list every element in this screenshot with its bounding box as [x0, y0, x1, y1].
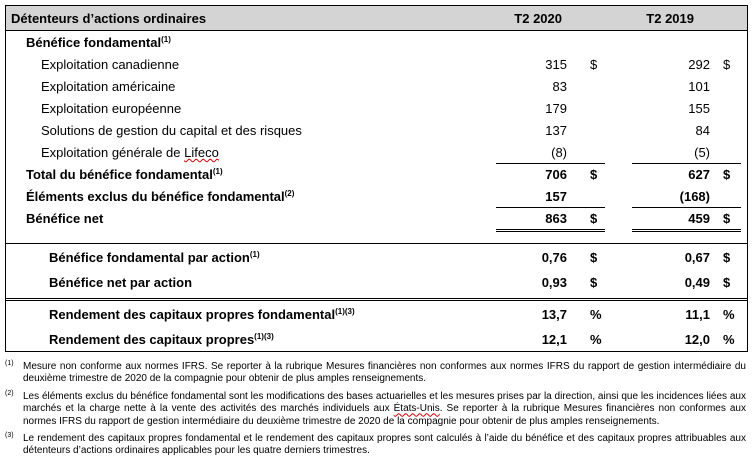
- unit-2020: $: [590, 275, 598, 290]
- footnote-text: Mesure non conforme aux normes IFRS. Se reporter à la rubrique Mesures financières non conformes aux normes IFRS du rapport de gestion intermédiaire du deuxième trimestre de 2020 de la compagnie pour obtenir de plus amples renseignements.: [23, 361, 746, 385]
- header-col-t2-2019: T2 2019: [646, 11, 694, 26]
- value-2020: 179: [545, 101, 567, 116]
- row-label: Bénéfice net: [26, 211, 104, 226]
- value-2019: 155: [688, 101, 710, 116]
- row-label: Solutions de gestion du capital et des risques: [41, 123, 302, 138]
- header-col-t2-2020: T2 2020: [514, 11, 562, 26]
- unit-2020: $: [590, 211, 598, 226]
- value-2020: 13,7: [541, 307, 567, 322]
- row-label: Exploitation générale de Lifeco: [41, 145, 219, 160]
- row-label: Rendement des capitaux propres fondamental$^{(1)(3)}$: [49, 307, 355, 322]
- value-2019: 12,0: [684, 332, 710, 347]
- value-2020: 157: [545, 189, 567, 204]
- row-label: Exploitation américaine: [41, 79, 176, 94]
- value-2019: 459: [688, 211, 710, 226]
- table-row: [6, 301, 747, 326]
- value-2020: 83: [552, 79, 567, 94]
- value-2020: 12,1: [541, 332, 567, 347]
- footnote-3: [5, 433, 746, 458]
- unit-2020: $: [590, 250, 598, 265]
- unit-2019: $: [723, 211, 731, 226]
- row-label: Éléments exclus du bénéfice fondamental$^{(2)}$: [26, 189, 295, 204]
- footnote-marker: (3): [5, 432, 14, 439]
- row-label: Rendement des capitaux propres$^{(1)(3)}$: [49, 332, 274, 347]
- row-label: Bénéfice fondamental par action$^{(1)}$: [49, 250, 260, 265]
- footnote-text: Le rendement des capitaux propres fondamental et le rendement des capitaux propres sont calculés à l’aide du bénéfice et des capitaux propres attribuables aux détenteurs d’actions ordinaires applicables pour les quatre derniers trimestres.: [23, 433, 746, 457]
- row-label: Bénéfice net par action: [49, 275, 193, 290]
- value-2019: (5): [694, 145, 710, 160]
- header-title: Détenteurs d’actions ordinaires: [11, 11, 207, 26]
- unit-2020: %: [590, 332, 602, 347]
- value-2020: 137: [545, 123, 567, 138]
- unit-2019: %: [723, 307, 735, 322]
- table-row: [6, 97, 747, 119]
- value-2020: 0,76: [541, 250, 567, 265]
- table-row: [6, 185, 747, 207]
- earnings-table: [5, 5, 748, 352]
- footnote-marker: (2): [5, 390, 14, 397]
- table-row: [6, 207, 747, 229]
- row-label: Exploitation européenne: [41, 101, 182, 116]
- section-title-row: [6, 31, 747, 53]
- table-header: [6, 6, 747, 31]
- value-2019: 101: [688, 79, 710, 94]
- value-2020: 706: [545, 167, 567, 182]
- table-row: [6, 326, 747, 351]
- value-2020: 315: [545, 57, 567, 72]
- unit-2020: $: [590, 167, 598, 182]
- footnote-2: [5, 391, 746, 428]
- value-2019: 292: [688, 57, 710, 72]
- table-row: [6, 141, 747, 163]
- unit-2020: %: [590, 307, 602, 322]
- value-2019: 84: [695, 123, 710, 138]
- unit-2019: $: [723, 57, 731, 72]
- table-row: [6, 53, 747, 75]
- table-row: [6, 163, 747, 185]
- table-row: [6, 244, 747, 269]
- table-row: [6, 269, 747, 294]
- value-2020: 863: [545, 211, 567, 226]
- unit-2019: %: [723, 332, 735, 347]
- value-2019: 11,1: [685, 307, 710, 322]
- footnote-text: Les éléments exclus du bénéfice fondamental sont les modifications des bases actuarielles et les mesures prises par la direction, ainsi que les incidences liées aux marchés et la charge nette à la vente des activités des marchés individuels aux États-Unis. Se reporter à la rubrique Mesures financières non conformes aux normes IFRS du rapport de gestion intermédiaire du deuxième trimestre de 2020 de la compagnie pour obtenir de plus amples renseignements.: [23, 391, 746, 427]
- value-2019: 0,67: [684, 250, 710, 265]
- table-row: [6, 75, 747, 97]
- unit-2019: $: [723, 275, 731, 290]
- row-label: Exploitation canadienne: [41, 57, 180, 72]
- value-2020: (8): [551, 145, 567, 160]
- table-row: [6, 119, 747, 141]
- value-2019: 627: [688, 167, 710, 182]
- value-2019: 0,49: [684, 275, 710, 290]
- row-label: Total du bénéfice fondamental$^{(1)}$: [26, 167, 223, 182]
- unit-2019: $: [723, 167, 731, 182]
- unit-2019: $: [723, 250, 731, 265]
- value-2019: (168): [679, 189, 710, 204]
- footnote-marker: (1): [5, 360, 14, 367]
- footnote-1: [5, 361, 746, 386]
- section-title: Bénéfice fondamental$^{(1)}$: [26, 35, 171, 50]
- value-2020: 0,93: [541, 275, 567, 290]
- unit-2020: $: [590, 57, 598, 72]
